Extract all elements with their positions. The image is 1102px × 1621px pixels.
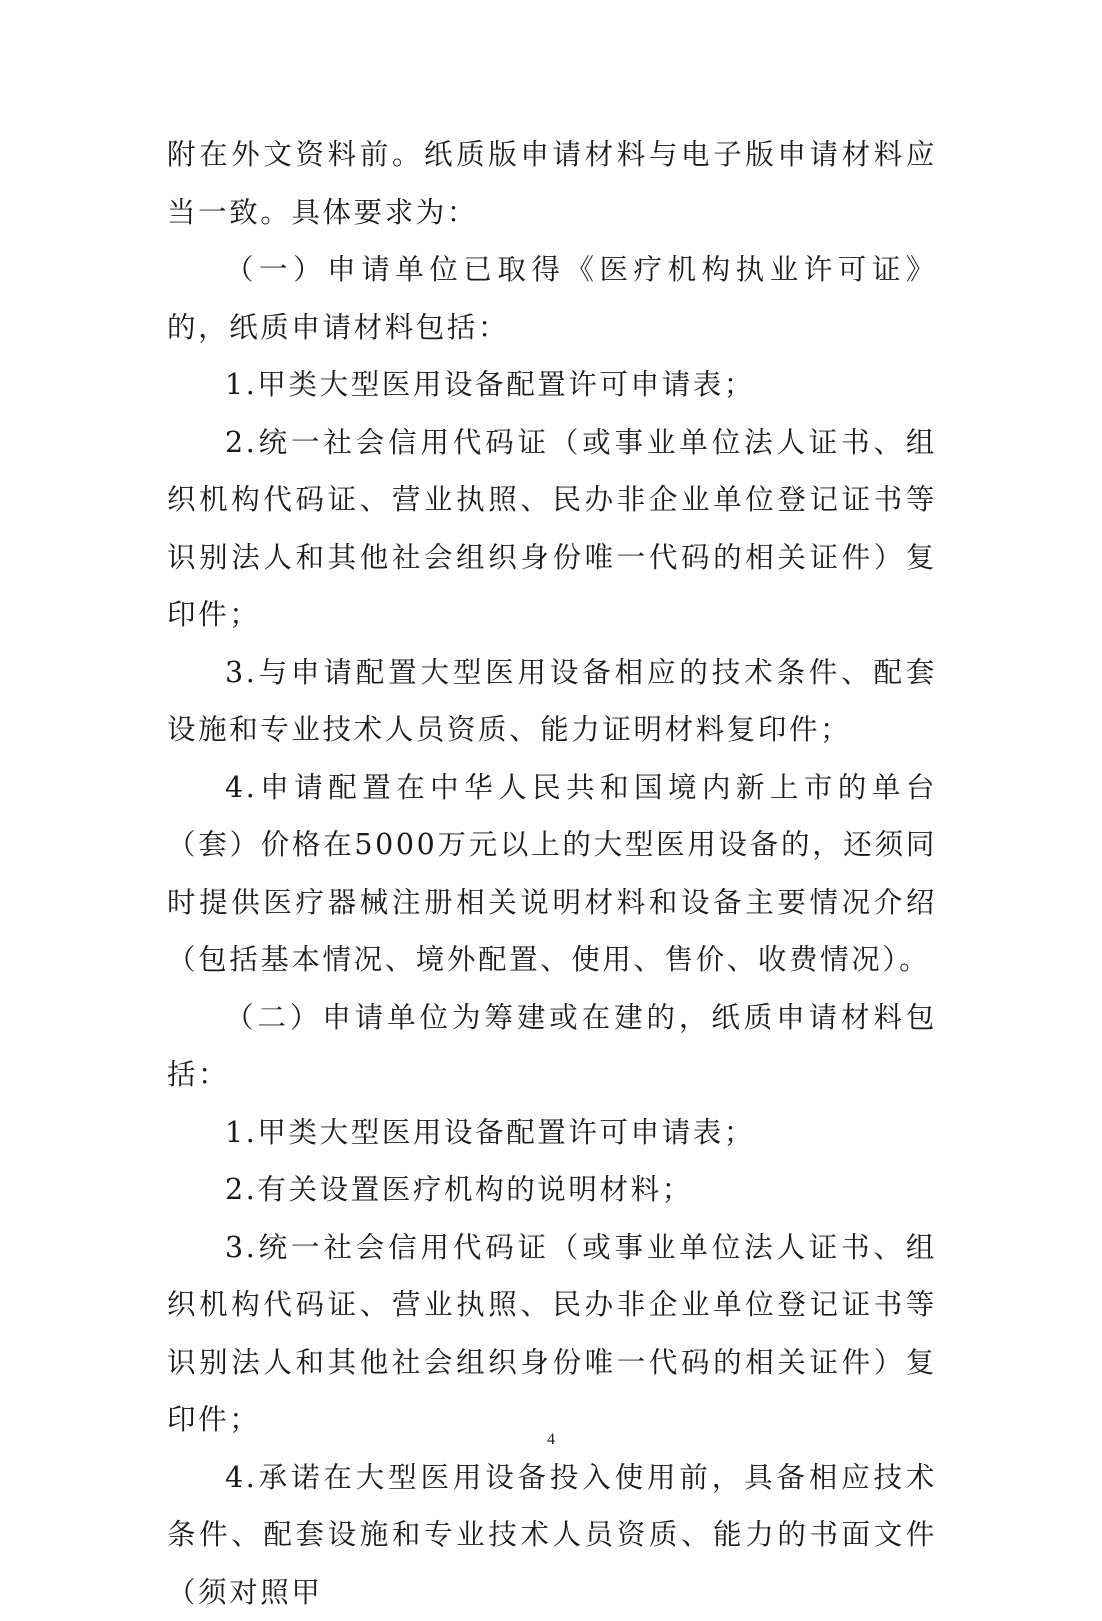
page-number: 4 — [0, 1430, 1102, 1450]
list-item: 4.承诺在大型医用设备投入使用前，具备相应技术条件、配套设施和专业技术人员资质、能力的书面文件（须对照甲 — [167, 1449, 937, 1621]
list-item: 1.甲类大型医用设备配置许可申请表； — [167, 356, 937, 414]
list-item: 4.申请配置在中华人民共和国境内新上市的单台（套）价格在5000万元以上的大型医用设备的，还须同时提供医疗器械注册相关说明材料和设备主要情况介绍（包括基本情况、境外配置、使用、售价、收费情况）。 — [167, 759, 937, 989]
section-heading-1: （一）申请单位已取得《医疗机构执业许可证》的，纸质申请材料包括： — [167, 241, 937, 356]
list-item: 3.统一社会信用代码证（或事业单位法人证书、组织机构代码证、营业执照、民办非企业单位登记证书等识别法人和其他社会组织身份唯一代码的相关证件）复印件； — [167, 1219, 937, 1449]
list-item: 3.与申请配置大型医用设备相应的技术条件、配套设施和专业技术人员资质、能力证明材料复印件； — [167, 644, 937, 759]
list-item: 2.统一社会信用代码证（或事业单位法人证书、组织机构代码证、营业执照、民办非企业单位登记证书等识别法人和其他社会组织身份唯一代码的相关证件）复印件； — [167, 414, 937, 644]
list-item: 2.有关设置医疗机构的说明材料； — [167, 1161, 937, 1219]
list-item: 1.甲类大型医用设备配置许可申请表； — [167, 1104, 937, 1162]
paragraph-continuation: 附在外文资料前。纸质版申请材料与电子版申请材料应当一致。具体要求为： — [167, 126, 937, 241]
document-body — [167, 126, 937, 1621]
section-heading-2: （二）申请单位为筹建或在建的，纸质申请材料包括： — [167, 989, 937, 1104]
